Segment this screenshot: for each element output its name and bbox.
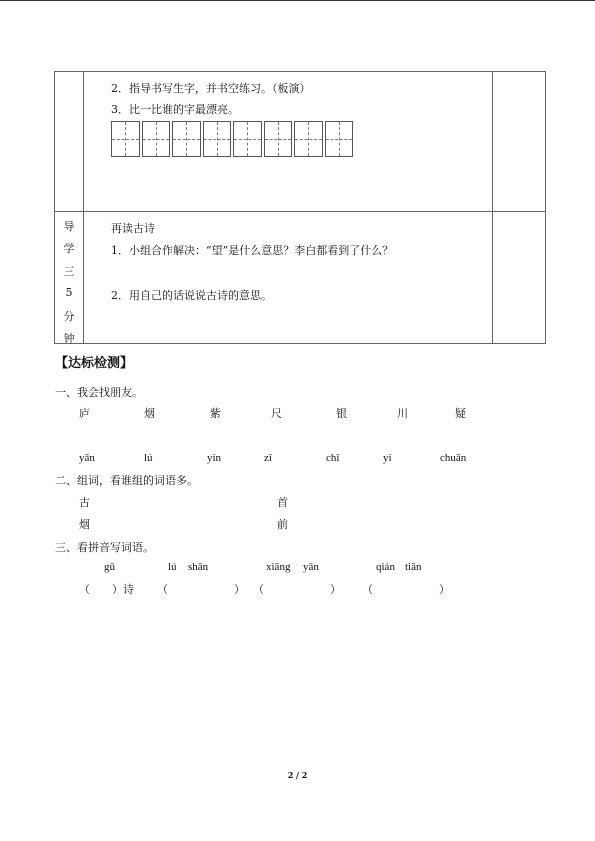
writing-cell <box>142 121 171 157</box>
part1-char: 川 <box>397 407 408 420</box>
part1-pinyin: chuān <box>440 452 467 464</box>
part1-char: 烟 <box>144 407 155 420</box>
row2-label-char: 导 <box>63 220 75 233</box>
part2-title: 二、组词，看谁组的词语多。 <box>55 474 198 487</box>
part1-title: 一、我会找朋友。 <box>55 386 143 399</box>
row2-label-char: 学 <box>63 242 75 255</box>
table-col-divider-right <box>492 71 493 344</box>
writing-cell <box>111 121 140 157</box>
part3-pinyin: xiāng <box>266 561 291 573</box>
part3-pinyin: gǔ <box>104 561 115 573</box>
part1-pinyin: yān <box>79 452 95 464</box>
part3-pinyin: shān <box>188 561 209 573</box>
part2-item: 烟 <box>79 518 90 531</box>
part1-char: 疑 <box>455 407 466 420</box>
writing-cell <box>264 121 293 157</box>
row1-line2: 3．比一比谁的字最漂亮。 <box>111 103 239 116</box>
writing-cell <box>233 121 262 157</box>
writing-cell <box>172 121 201 157</box>
row2-label-char: 分 <box>63 310 75 323</box>
table-col-divider-left <box>83 71 84 344</box>
writing-cell <box>294 121 323 157</box>
section-heading: 【达标检测】 <box>55 356 134 371</box>
part3-answer-box: （ ） <box>157 583 245 596</box>
part1-pinyin: yí <box>383 452 392 464</box>
part1-char: 紫 <box>210 407 221 420</box>
writing-cell <box>203 121 232 157</box>
part1-pinyin: lú <box>144 452 153 464</box>
row2-question-2: 2．用自己的话说说古诗的意思。 <box>111 289 272 302</box>
row2-question-1: 1．小组合作解决：“望”是什么意思？李白都看到了什么？ <box>111 244 394 257</box>
row1-line1: 2．指导书写生字，并书空练习。（板演） <box>111 82 311 95</box>
row2-label-char: 三 <box>63 265 75 278</box>
part1-char: 银 <box>336 407 347 420</box>
part3-pinyin: yān <box>303 561 319 573</box>
writing-grid <box>111 121 357 157</box>
part3-pinyin: qián <box>376 561 395 573</box>
table-row-divider <box>54 211 546 212</box>
row2-title: 再读古诗 <box>111 222 155 235</box>
part2-item: 古 <box>79 496 90 509</box>
part3-answer-box: （ ） <box>253 583 341 596</box>
part1-char: 庐 <box>79 407 90 420</box>
part2-item: 首 <box>277 496 288 509</box>
part3-pinyin: tiān <box>405 561 422 573</box>
row2-label-char: 钟 <box>63 332 75 345</box>
part3-answer-box: （ ）诗 <box>79 583 134 596</box>
part2-item: 前 <box>277 518 288 531</box>
part3-title: 三、看拼音写词语。 <box>55 541 154 554</box>
writing-cell <box>325 121 354 157</box>
top-rule <box>0 0 595 1</box>
part1-pinyin: yín <box>207 452 222 464</box>
part1-pinyin: zǐ <box>264 452 272 464</box>
page-number: 2 / 2 <box>287 770 308 780</box>
part1-char: 尺 <box>271 407 282 420</box>
part3-answer-box: （ ） <box>362 583 450 596</box>
part1-pinyin: chǐ <box>326 452 340 464</box>
row2-label-char: 5 <box>65 286 73 299</box>
part3-pinyin: lú <box>168 561 177 573</box>
